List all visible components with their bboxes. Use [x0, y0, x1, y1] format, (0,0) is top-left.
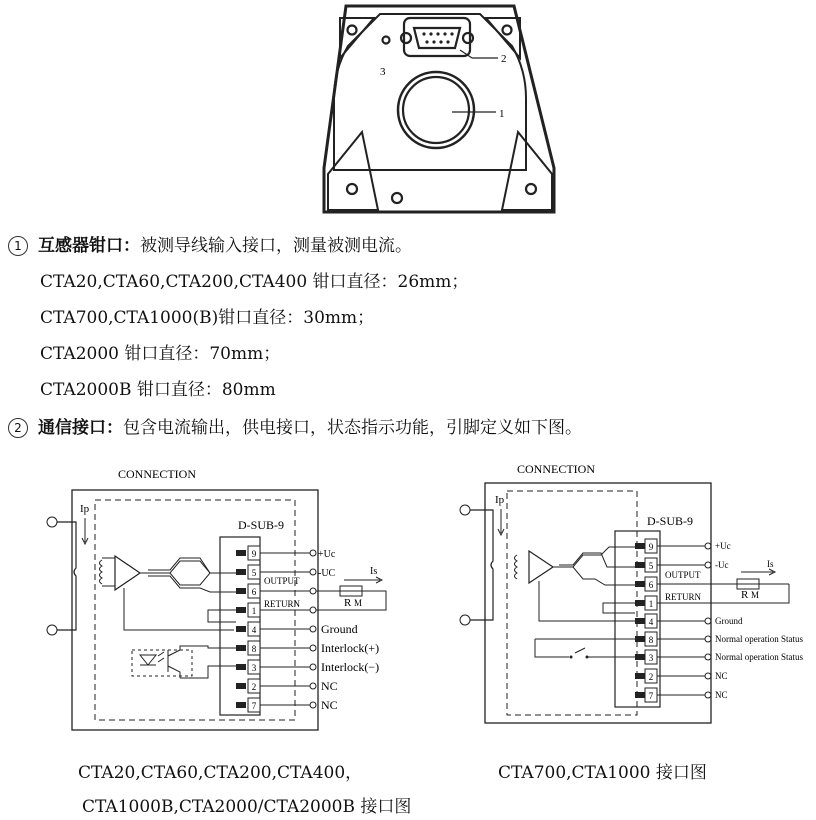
right-pin-1: 1	[648, 599, 654, 609]
right-status-2: Normal operation Status	[715, 652, 803, 662]
item1-number: 1	[8, 236, 28, 256]
item1-spec-1: CTA20,CTA60,CTA200,CTA400 钳口直径：26mm；	[40, 272, 469, 292]
left-ip: Ip	[80, 503, 90, 515]
right-pin-2: 2	[648, 672, 654, 682]
left-uc-minus: -UC	[318, 568, 336, 579]
right-pin-5: 5	[648, 561, 654, 571]
left-connector: D-SUB-9	[238, 518, 285, 532]
label-2: 2	[501, 53, 507, 65]
left-pin-7: 7	[251, 701, 257, 711]
right-caption: CTA700,CTA1000 接口图	[498, 763, 707, 783]
left-nc-1: NC	[321, 679, 338, 693]
item1-title: 互感器钳口：	[38, 236, 140, 256]
left-pin-5: 5	[251, 568, 257, 578]
left-ground: Ground	[321, 622, 358, 636]
left-caption-line1: CTA20,CTA60,CTA200,CTA400，	[78, 763, 363, 783]
right-nc-1: NC	[715, 671, 728, 681]
left-pin-8: 8	[251, 644, 257, 654]
left-pin-6: 6	[251, 587, 257, 597]
left-pin-3: 3	[251, 663, 257, 673]
item2-heading	[8, 418, 582, 438]
right-pin-9: 9	[648, 542, 654, 552]
item1-spec-2: CTA700,CTA1000(B)钳口直径：30mm；	[40, 308, 375, 328]
right-nc-2: NC	[715, 690, 728, 700]
device-front-view	[300, 0, 560, 218]
left-caption-line2: CTA1000B,CTA2000/CTA2000B 接口图	[82, 797, 412, 817]
left-pin-9: 9	[251, 549, 257, 559]
right-pin-6: 6	[648, 580, 654, 590]
right-connector: D-SUB-9	[647, 514, 694, 528]
right-pin-8: 8	[648, 635, 654, 645]
left-pin-1: 1	[251, 606, 257, 616]
right-connection-diagram	[455, 455, 810, 730]
left-connection-diagram	[40, 460, 410, 740]
left-output: OUTPUT	[264, 576, 300, 586]
left-uc-plus: +Uc	[318, 549, 336, 560]
right-rm: R	[741, 589, 749, 601]
right-ip: Ip	[495, 494, 505, 506]
right-pin-3: 3	[648, 653, 654, 663]
item2-number: 2	[8, 418, 28, 438]
label-3: 3	[380, 66, 386, 78]
item1-spec-3: CTA2000 钳口直径：70mm；	[40, 344, 281, 364]
left-title: CONNECTION	[118, 467, 196, 481]
right-return: RETURN	[665, 592, 701, 602]
right-pin-7: 7	[648, 691, 654, 701]
right-is: Is	[767, 559, 774, 569]
left-rm-sub: M	[354, 598, 363, 608]
left-return: RETURN	[264, 599, 300, 609]
item2-desc: 包含电流输出，供电接口，状态指示功能，引脚定义如下图。	[123, 418, 582, 438]
right-output: OUTPUT	[665, 570, 701, 580]
right-title: CONNECTION	[517, 462, 595, 476]
right-status-1: Normal operation Status	[715, 634, 803, 644]
item1-heading	[8, 236, 412, 256]
right-ground: Ground	[715, 616, 743, 626]
label-1: 1	[499, 108, 505, 120]
right-uc-plus: +Uc	[715, 541, 731, 551]
left-interlock-minus: Interlock(−)	[321, 660, 380, 674]
left-rm: R	[344, 597, 352, 609]
left-pin-2: 2	[251, 682, 257, 692]
right-rm-sub: M	[751, 590, 760, 600]
left-nc-2: NC	[321, 698, 338, 712]
item1-desc: 被测导线输入接口，测量被测电流。	[140, 236, 412, 256]
right-uc-minus: -Uc	[715, 560, 729, 570]
left-is: Is	[370, 566, 378, 577]
left-interlock-plus: Interlock(+)	[321, 641, 380, 655]
right-pin-4: 4	[648, 617, 654, 627]
item2-title: 通信接口：	[38, 418, 123, 438]
item1-spec-4: CTA2000B 钳口直径：80mm	[40, 380, 276, 400]
left-pin-4: 4	[251, 625, 257, 635]
